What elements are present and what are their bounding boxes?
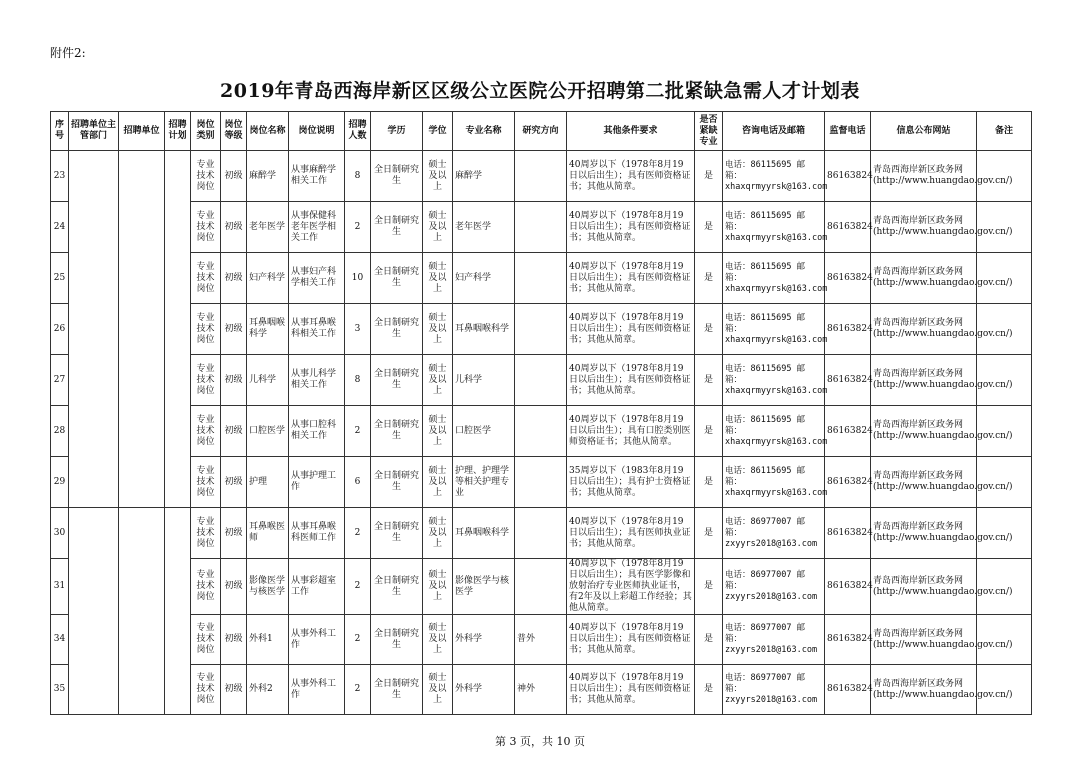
header-cell: 岗位等级 [221, 112, 247, 151]
cell-contact: 电话：86977007 邮箱：zxyyrs2018@163.com [723, 665, 825, 715]
cell-count: 8 [345, 355, 371, 406]
cell-cond: 40周岁以下（1978年8月19日以后出生）；具有医师执业证书；其他从简章。 [567, 508, 695, 559]
empty-cell [69, 406, 119, 457]
table-row [51, 665, 1032, 715]
cell-count: 2 [345, 615, 371, 665]
empty-cell [165, 665, 191, 715]
cell-type: 专业技术岗位 [191, 202, 221, 253]
cell-level: 初级 [221, 304, 247, 355]
cell-desc: 从事口腔科相关工作 [289, 406, 345, 457]
header-cell: 是否紧缺专业 [695, 112, 723, 151]
cell-sup: 86163824 [825, 559, 871, 615]
cell-desc: 从事外科工作 [289, 665, 345, 715]
empty-cell [119, 406, 165, 457]
cell-scarce: 是 [695, 355, 723, 406]
cell-scarce: 是 [695, 559, 723, 615]
cell-degree: 硕士及以上 [423, 406, 453, 457]
cell-scarce: 是 [695, 253, 723, 304]
cell-desc: 从事保健科老年医学相关工作 [289, 202, 345, 253]
empty-cell [119, 615, 165, 665]
empty-cell [165, 615, 191, 665]
cell-desc: 从事麻醉学相关工作 [289, 151, 345, 202]
cell-name: 影像医学与核医学 [247, 559, 289, 615]
cell-count: 8 [345, 151, 371, 202]
table-row [51, 355, 1032, 406]
cell-type: 专业技术岗位 [191, 665, 221, 715]
cell-count: 10 [345, 253, 371, 304]
cell-major: 外科学 [453, 615, 515, 665]
cell-scarce: 是 [695, 304, 723, 355]
table-row [51, 508, 1032, 559]
cell-dir [515, 457, 567, 508]
cell-dir [515, 508, 567, 559]
cell-level: 初级 [221, 508, 247, 559]
cell-major: 儿科学 [453, 355, 515, 406]
empty-cell [69, 559, 119, 615]
cell-count: 3 [345, 304, 371, 355]
cell-no: 29 [51, 457, 69, 508]
empty-cell [119, 355, 165, 406]
cell-edu: 全日制研究生 [371, 406, 423, 457]
cell-sup: 86163824 [825, 151, 871, 202]
cell-scarce: 是 [695, 615, 723, 665]
cell-edu: 全日制研究生 [371, 304, 423, 355]
header-cell: 学位 [423, 112, 453, 151]
cell-degree: 硕士及以上 [423, 202, 453, 253]
cell-sup: 86163824 [825, 202, 871, 253]
cell-cond: 40周岁以下（1978年8月19日以后出生）；具有医师资格证书；其他从简章。 [567, 355, 695, 406]
cell-cond: 40周岁以下（1978年8月19日以后出生）；具有医师资格证书；其他从简章。 [567, 615, 695, 665]
cell-sup: 86163824 [825, 665, 871, 715]
empty-cell [165, 253, 191, 304]
cell-scarce: 是 [695, 202, 723, 253]
cell-level: 初级 [221, 355, 247, 406]
cell-type: 专业技术岗位 [191, 355, 221, 406]
table-row [51, 304, 1032, 355]
empty-cell [119, 457, 165, 508]
header-cell: 招聘计划 [165, 112, 191, 151]
cell-contact: 电话：86115695 邮箱：xhaxqrmyyrsk@163.com [723, 253, 825, 304]
cell-dir [515, 151, 567, 202]
empty-cell [119, 559, 165, 615]
cell-dir [515, 406, 567, 457]
cell-desc: 从事耳鼻喉科相关工作 [289, 304, 345, 355]
table-row [51, 406, 1032, 457]
table-row [51, 457, 1032, 508]
cell-no: 25 [51, 253, 69, 304]
header-cell: 岗位类别 [191, 112, 221, 151]
cell-level: 初级 [221, 457, 247, 508]
cell-scarce: 是 [695, 406, 723, 457]
header-cell: 咨询电话及邮箱 [723, 112, 825, 151]
empty-cell [119, 665, 165, 715]
cell-type: 专业技术岗位 [191, 304, 221, 355]
header-cell: 备注 [977, 112, 1032, 151]
cell-no: 27 [51, 355, 69, 406]
document-title: 2019年青岛西海岸新区区级公立医院公开招聘第二批紧缺急需人才计划表 [220, 80, 860, 102]
cell-type: 专业技术岗位 [191, 457, 221, 508]
cell-edu: 全日制研究生 [371, 615, 423, 665]
cell-sup: 86163824 [825, 355, 871, 406]
cell-degree: 硕士及以上 [423, 665, 453, 715]
cell-edu: 全日制研究生 [371, 151, 423, 202]
header-cell: 监督电话 [825, 112, 871, 151]
cell-major: 麻醉学 [453, 151, 515, 202]
cell-no: 31 [51, 559, 69, 615]
cell-major: 耳鼻咽喉科学 [453, 508, 515, 559]
empty-cell [165, 508, 191, 559]
cell-type: 专业技术岗位 [191, 508, 221, 559]
cell-edu: 全日制研究生 [371, 253, 423, 304]
table-row [51, 559, 1032, 615]
header-cell: 岗位说明 [289, 112, 345, 151]
empty-cell [119, 151, 165, 202]
cell-edu: 全日制研究生 [371, 559, 423, 615]
cell-dir [515, 202, 567, 253]
cell-count: 6 [345, 457, 371, 508]
cell-dir: 神外 [515, 665, 567, 715]
cell-edu: 全日制研究生 [371, 202, 423, 253]
cell-contact: 电话：86115695 邮箱：xhaxqrmyyrsk@163.com [723, 457, 825, 508]
cell-count: 2 [345, 202, 371, 253]
cell-type: 专业技术岗位 [191, 559, 221, 615]
cell-no: 23 [51, 151, 69, 202]
cell-no: 35 [51, 665, 69, 715]
cell-site: 青岛西海岸新区政务网(http://www.huangdao.gov.cn/) [871, 559, 977, 615]
header-cell: 招聘单位主管部门 [69, 112, 119, 151]
cell-cond: 40周岁以下（1978年8月19日以后出生）；具有医师资格证书；其他从简章。 [567, 304, 695, 355]
cell-name: 外科2 [247, 665, 289, 715]
cell-contact: 电话：86977007 邮箱：zxyyrs2018@163.com [723, 559, 825, 615]
empty-cell [69, 304, 119, 355]
cell-degree: 硕士及以上 [423, 508, 453, 559]
cell-sup: 86163824 [825, 304, 871, 355]
cell-cond: 40周岁以下（1978年8月19日以后出生）；具有医师资格证书；其他从简章。 [567, 151, 695, 202]
attachment-label: 附件2: [50, 46, 86, 60]
cell-contact: 电话：86115695 邮箱：xhaxqrmyyrsk@163.com [723, 355, 825, 406]
cell-site: 青岛西海岸新区政务网(http://www.huangdao.gov.cn/) [871, 665, 977, 715]
empty-cell [69, 253, 119, 304]
cell-level: 初级 [221, 151, 247, 202]
cell-major: 口腔医学 [453, 406, 515, 457]
cell-dir [515, 355, 567, 406]
cell-degree: 硕士及以上 [423, 151, 453, 202]
empty-cell [165, 202, 191, 253]
empty-cell [69, 615, 119, 665]
cell-degree: 硕士及以上 [423, 559, 453, 615]
cell-contact: 电话：86115695 邮箱：xhaxqrmyyrsk@163.com [723, 202, 825, 253]
cell-name: 护理 [247, 457, 289, 508]
cell-count: 2 [345, 665, 371, 715]
cell-contact: 电话：86977007 邮箱：zxyyrs2018@163.com [723, 615, 825, 665]
cell-dir [515, 559, 567, 615]
cell-type: 专业技术岗位 [191, 406, 221, 457]
cell-major: 老年医学 [453, 202, 515, 253]
empty-cell [119, 508, 165, 559]
header-cell: 其他条件要求 [567, 112, 695, 151]
cell-degree: 硕士及以上 [423, 253, 453, 304]
cell-level: 初级 [221, 406, 247, 457]
cell-contact: 电话：86115695 邮箱：xhaxqrmyyrsk@163.com [723, 406, 825, 457]
empty-cell [119, 253, 165, 304]
cell-sup: 86163824 [825, 457, 871, 508]
empty-cell [69, 457, 119, 508]
cell-dir [515, 304, 567, 355]
cell-no: 28 [51, 406, 69, 457]
cell-desc: 从事耳鼻喉科医师工作 [289, 508, 345, 559]
cell-no: 26 [51, 304, 69, 355]
empty-cell [69, 508, 119, 559]
header-cell: 岗位名称 [247, 112, 289, 151]
cell-degree: 硕士及以上 [423, 615, 453, 665]
cell-site: 青岛西海岸新区政务网(http://www.huangdao.gov.cn/) [871, 508, 977, 559]
cell-type: 专业技术岗位 [191, 151, 221, 202]
cell-major: 妇产科学 [453, 253, 515, 304]
header-cell: 信息公布网站 [871, 112, 977, 151]
cell-major: 护理、护理学等相关护理专业 [453, 457, 515, 508]
cell-contact: 电话：86115695 邮箱：xhaxqrmyyrsk@163.com [723, 304, 825, 355]
cell-level: 初级 [221, 559, 247, 615]
cell-name: 耳鼻喉医师 [247, 508, 289, 559]
empty-cell [119, 202, 165, 253]
table-row [51, 151, 1032, 202]
cell-no: 24 [51, 202, 69, 253]
cell-name: 儿科学 [247, 355, 289, 406]
cell-name: 耳鼻咽喉科学 [247, 304, 289, 355]
cell-name: 外科1 [247, 615, 289, 665]
cell-major: 耳鼻咽喉科学 [453, 304, 515, 355]
cell-cond: 40周岁以下（1978年8月19日以后出生）；具有口腔类别医师资格证书；其他从简章。 [567, 406, 695, 457]
cell-site: 青岛西海岸新区政务网(http://www.huangdao.gov.cn/) [871, 355, 977, 406]
cell-no: 34 [51, 615, 69, 665]
cell-type: 专业技术岗位 [191, 253, 221, 304]
cell-degree: 硕士及以上 [423, 457, 453, 508]
cell-site: 青岛西海岸新区政务网(http://www.huangdao.gov.cn/) [871, 202, 977, 253]
cell-edu: 全日制研究生 [371, 665, 423, 715]
header-cell: 学历 [371, 112, 423, 151]
cell-site: 青岛西海岸新区政务网(http://www.huangdao.gov.cn/) [871, 457, 977, 508]
empty-cell [165, 151, 191, 202]
cell-name: 麻醉学 [247, 151, 289, 202]
table-header-row [51, 112, 1032, 151]
cell-level: 初级 [221, 202, 247, 253]
cell-cond: 35周岁以下（1983年8月19日以后出生）；具有护士资格证书；其他从简章。 [567, 457, 695, 508]
empty-cell [165, 304, 191, 355]
cell-edu: 全日制研究生 [371, 355, 423, 406]
cell-site: 青岛西海岸新区政务网(http://www.huangdao.gov.cn/) [871, 151, 977, 202]
cell-no: 30 [51, 508, 69, 559]
cell-cond: 40周岁以下（1978年8月19日以后出生）；具有医师资格证书；其他从简章。 [567, 665, 695, 715]
cell-scarce: 是 [695, 151, 723, 202]
cell-cond: 40周岁以下（1978年8月19日以后出生）；具有医师资格证书；其他从简章。 [567, 202, 695, 253]
cell-site: 青岛西海岸新区政务网(http://www.huangdao.gov.cn/) [871, 615, 977, 665]
cell-degree: 硕士及以上 [423, 355, 453, 406]
cell-edu: 全日制研究生 [371, 508, 423, 559]
cell-name: 老年医学 [247, 202, 289, 253]
cell-cond: 40周岁以下（1978年8月19日以后出生）；具有医师资格证书；其他从简章。 [567, 253, 695, 304]
empty-cell [69, 202, 119, 253]
empty-cell [165, 355, 191, 406]
page-footer: 第 3 页，共 10 页 [495, 735, 585, 748]
cell-desc: 从事妇产科学相关工作 [289, 253, 345, 304]
cell-name: 口腔医学 [247, 406, 289, 457]
cell-level: 初级 [221, 253, 247, 304]
empty-cell [119, 304, 165, 355]
cell-desc: 从事护理工作 [289, 457, 345, 508]
cell-scarce: 是 [695, 665, 723, 715]
table-row [51, 202, 1032, 253]
empty-cell [165, 559, 191, 615]
cell-site: 青岛西海岸新区政务网(http://www.huangdao.gov.cn/) [871, 253, 977, 304]
cell-cond: 40周岁以下（1978年8月19日以后出生）；具有医学影像和放射治疗专业医师执业证书，有2年及以上彩超工作经验；其他从简章。 [567, 559, 695, 615]
cell-sup: 86163824 [825, 406, 871, 457]
header-cell: 序号 [51, 112, 69, 151]
cell-dir [515, 253, 567, 304]
cell-scarce: 是 [695, 457, 723, 508]
cell-desc: 从事外科工作 [289, 615, 345, 665]
cell-degree: 硕士及以上 [423, 304, 453, 355]
cell-site: 青岛西海岸新区政务网(http://www.huangdao.gov.cn/) [871, 406, 977, 457]
cell-count: 2 [345, 406, 371, 457]
cell-sup: 86163824 [825, 508, 871, 559]
table-body [51, 151, 1032, 715]
cell-sup: 86163824 [825, 253, 871, 304]
cell-sup: 86163824 [825, 615, 871, 665]
recruitment-table [50, 111, 1032, 715]
cell-count: 2 [345, 559, 371, 615]
cell-edu: 全日制研究生 [371, 457, 423, 508]
cell-type: 专业技术岗位 [191, 615, 221, 665]
header-cell: 研究方向 [515, 112, 567, 151]
header-cell: 专业名称 [453, 112, 515, 151]
cell-major: 影像医学与核医学 [453, 559, 515, 615]
table-row [51, 615, 1032, 665]
cell-level: 初级 [221, 665, 247, 715]
empty-cell [69, 665, 119, 715]
empty-cell [165, 406, 191, 457]
empty-cell [165, 457, 191, 508]
header-cell: 招聘单位 [119, 112, 165, 151]
cell-site: 青岛西海岸新区政务网(http://www.huangdao.gov.cn/) [871, 304, 977, 355]
cell-major: 外科学 [453, 665, 515, 715]
cell-contact: 电话：86977007 邮箱：zxyyrs2018@163.com [723, 508, 825, 559]
cell-scarce: 是 [695, 508, 723, 559]
empty-cell [69, 355, 119, 406]
cell-contact: 电话：86115695 邮箱：xhaxqrmyyrsk@163.com [723, 151, 825, 202]
cell-count: 2 [345, 508, 371, 559]
cell-level: 初级 [221, 615, 247, 665]
header-cell: 招聘人数 [345, 112, 371, 151]
cell-desc: 从事彩超室工作 [289, 559, 345, 615]
cell-desc: 从事儿科学相关工作 [289, 355, 345, 406]
empty-cell [69, 151, 119, 202]
cell-dir: 普外 [515, 615, 567, 665]
cell-name: 妇产科学 [247, 253, 289, 304]
table-row [51, 253, 1032, 304]
